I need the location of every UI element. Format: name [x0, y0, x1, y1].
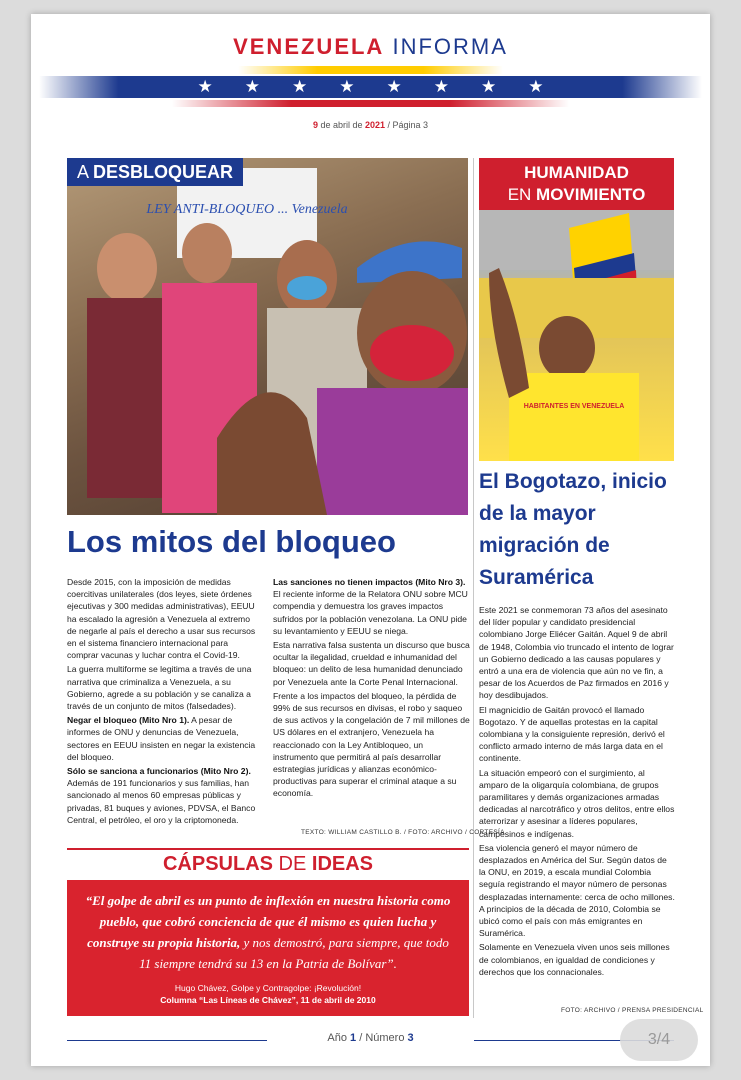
section-tag-desbloquear [67, 158, 243, 186]
person-face [97, 233, 157, 303]
paragraph: La situación empeoró con el surgimiento, al amparo de la oligarquía colombiana, de grupos paramilitares y demás organizaciones armadas dedicadas al narcotráfico y otros delitos, entre ellos aterrorizar y asesinar a líderes populares, campesinos e indígenas. [479, 767, 675, 839]
date-year: 2021 [364, 120, 386, 130]
star-icon: ★ [433, 77, 449, 96]
paragraph [67, 765, 261, 826]
star-icon: ★ [481, 77, 497, 96]
page-label: / Página 3 [385, 120, 429, 130]
quote-attribution [81, 982, 455, 1006]
headline-bogotazo: El Bogotazo, inicio de la mayor migración de Suramérica [479, 470, 667, 589]
article-column-3 [479, 604, 675, 980]
myth-label: Las sanciones no tienen impactos (Mito Nro 3). [273, 577, 466, 587]
attribution-line2: Columna “Las Líneas de Chávez”, 11 de abril de 2010 [160, 995, 376, 1005]
quote-part-a: “El golpe de abril es un punto de inflexión en nuestra historia como pueblo, que cobró conciencia de que él mismo es quien lucha y construye su propia historia, [85, 893, 451, 950]
paragraph: Esta narrativa falsa sustenta un discurso que busca ocultar la ilegalidad, crueldad e inhumanidad del bloqueo: un delito de lesa humanidad denunciado por Venezuela ante la Corte Penal Internacional. [273, 640, 470, 687]
myth-label: Sólo se sanciona a funcionarios (Mito Nro 2). [67, 766, 251, 777]
flag-blue-stripe [39, 76, 702, 98]
capsulas-rule [67, 848, 469, 850]
section-tag-line2-prefix: EN [507, 185, 537, 204]
newspaper-page [31, 14, 710, 1066]
page-indicator[interactable]: 3/4 [620, 1019, 698, 1061]
article-column-1 [67, 576, 261, 828]
quote-part-b: y nos demostró, para siempre, que todo 11 siempre tendrá su 13 en la Patria de Bolívar”. [139, 935, 449, 971]
flag-yellow-stripe [238, 66, 503, 74]
footer-label-year: Año [327, 1032, 351, 1044]
headline-mitos: Los mitos del bloqueo [67, 524, 396, 559]
shirt-text: HABITANTES EN VENEZUELA [523, 403, 625, 410]
bogotazo-photo [479, 158, 674, 461]
section-tag-humanidad [479, 158, 674, 210]
protest-photo [67, 158, 468, 515]
myth-text: Además de 191 funcionarios y sus familias, han sancionado al menos 60 empresas públicas y privadas, 81 buques y aviones, PDVSA, el Banco Central, el petróleo, el oro y la criptomoneda. [67, 778, 256, 825]
article-column-2 [273, 576, 470, 802]
section-tag-line1: HUMANIDAD [524, 163, 629, 182]
footer-issue [31, 1032, 710, 1044]
man-face [539, 316, 595, 380]
banner-sign-text: LEY ANTI-BLOQUEO ... Venezuela [146, 202, 348, 217]
star-icon: ★ [386, 77, 402, 96]
paragraph: Este 2021 se conmemoran 73 años del asesinato del líder popular y candidato presidencial colombiano Jorge Eliécer Gaitán. Aquel 9 de abril de 1948, Colombia vio truncado el intento de lograr un Gobierno dedicado a las causas populares y entró a una era de violencia que aún no ve fin, a pesar de los Acuerdos de Paz firmados en 2016 y hoy desdibujados. [479, 605, 674, 701]
star-icon: ★ [292, 77, 308, 96]
paragraph: Frente a los impactos del bloqueo, la pérdida de 99% de sus recursos en divisas, el robo y saqueo de sus activos y la congelación de 7 mil millones de US dólares en el extranjero, Venezuela ha reaccionado con la Ley Antibloqueo, un instrumento que permitirá al país desarrollar estrategias jurídicas y alianzas económico-productivas para superar el criminal ataque a su economía. [273, 690, 470, 799]
section-tag-bold: DESBLOQUEAR [93, 162, 234, 182]
paragraph: Desde 2015, con la imposición de medidas coercitivas unilaterales (dos leyes, siete órdenes ejecutivas y 300 medidas administrativas), EEUU ha escalado la agresión a Venezuela al extremo de negarle al país el derecho a usar sus recursos en el sistema financiero internacional para comprar vacunas y luchar contra el Covid-19. [67, 577, 256, 661]
star-icon: ★ [244, 77, 260, 96]
section-tag-line2 [479, 184, 674, 206]
protest-photo-illustration [67, 158, 468, 515]
footer-year-number: 1 [350, 1032, 357, 1044]
myth-label: Negar el bloqueo (Mito Nro 1). [67, 715, 190, 726]
star-icon: ★ [528, 77, 544, 96]
masthead-word-informa: INFORMA [392, 34, 508, 59]
photo-credit-left: TEXTO: WILLIAM CASTILLO B. / FOTO: ARCHIVO / CORTESÍA [301, 829, 505, 836]
date-month: de abril de [317, 120, 365, 130]
blue-mask [287, 276, 327, 300]
paragraph [67, 714, 261, 763]
dateline [31, 120, 710, 130]
masthead-word-venezuela: VENEZUELA [233, 34, 385, 59]
person-body [87, 298, 167, 498]
purple-shirt [317, 388, 468, 515]
paragraph: El magnicidio de Gaitán provocó el llamado Bogotazo. Y de aquellas protestas en la capital colombiana y la consiguiente represión, derivó el conflicto armado interno de más larga data en el continente. [479, 704, 665, 764]
column-divider [473, 158, 474, 1018]
star-icon: ★ [197, 77, 213, 96]
footer-issue-number: 3 [407, 1032, 414, 1044]
paragraph: Esa violencia generó el mayor número de desplazados en América del Sur. Según datos de la ONU, en 2019, a escala mundial Colombia seguía registrando el mayor número de personas desplazadas internamente: cerca de ocho millones. A principios de la década de 2010, Colombia se ubicó como el país con más emigrantes en Suramérica. [479, 842, 675, 939]
masthead-title [31, 34, 710, 60]
section-tag-line2-bold: MOVIMIENTO [536, 185, 646, 204]
photo-credit-right: FOTO: ARCHIVO / PRENSA PRESIDENCIAL [561, 1007, 704, 1014]
quote-text [81, 890, 455, 974]
attribution-line1: Hugo Chávez, Golpe y Contragolpe: ¡Revolución! [174, 983, 362, 993]
paragraph [273, 576, 470, 637]
section-tag-prefix: A [77, 162, 94, 182]
flag-red-stripe [172, 100, 570, 107]
myth-text: A pesar de informes de ONU y denuncias de Venezuela, sectores en EEUU insisten en negar la existencia del bloqueo. [67, 715, 256, 762]
footer-separator: / [356, 1032, 366, 1044]
capsulas-title-bold: CÁPSULAS [162, 853, 273, 875]
red-mask [370, 325, 454, 381]
footer-label-number: Número [365, 1032, 408, 1044]
myth-text: El reciente informe de la Relatora ONU sobre MCU compendia y demuestra los graves impactos sufridos por la población venezolana. La ONU pide su levantamiento y EEUU se niega. [273, 589, 468, 636]
date-day: 9 [312, 120, 318, 130]
capsulas-title-end: IDEAS [311, 853, 374, 875]
capsulas-title [67, 853, 469, 876]
star-icon: ★ [339, 77, 355, 96]
capsulas-title-mid: DE [272, 853, 312, 875]
quote-box [67, 880, 469, 1016]
paragraph: Solamente en Venezuela viven unos seis millones de colombianos, en igualdad de condiciones y derechos que los connacionales. [479, 942, 670, 977]
paragraph: La guerra multiforme se legitima a través de una narrativa que criminaliza a Venezuela, a su Gobierno, agrede a su población y se canaliza a través de un conjunto de mitos (falsedades). [67, 664, 252, 712]
flag-stripe-banner [39, 66, 702, 112]
